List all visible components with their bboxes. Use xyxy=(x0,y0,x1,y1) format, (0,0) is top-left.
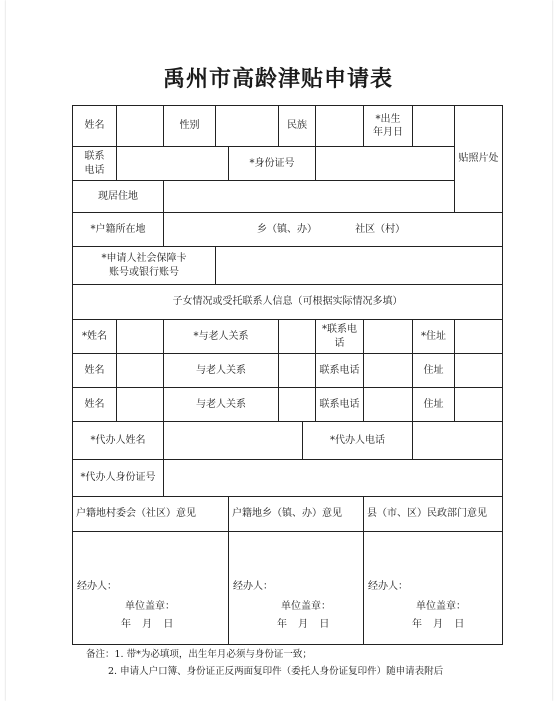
child-phone-label: 联系电话 xyxy=(316,388,364,422)
name-label: 姓名 xyxy=(73,106,117,147)
community-suffix: 社区（村） xyxy=(355,223,406,235)
bank-account-field[interactable] xyxy=(216,247,503,285)
children-info-header: 子女情况或受托联系人信息（可根据实际情况多填） xyxy=(73,285,503,320)
application-form xyxy=(72,105,503,645)
child-name-label: *姓名 xyxy=(73,320,117,354)
child-relation-label: 与老人关系 xyxy=(164,388,279,422)
phone-field[interactable] xyxy=(117,147,229,181)
child-name-label: 姓名 xyxy=(73,388,117,422)
child-address-field[interactable] xyxy=(455,388,503,422)
bank-account-label-line1: *申请人社会保障卡 xyxy=(101,253,187,264)
township-suffix: 乡（镇、办） xyxy=(257,223,317,235)
county-opinion-header: 县（市、区）民政部门意见 xyxy=(364,497,503,532)
child-name-field[interactable] xyxy=(117,320,164,354)
phone-label-line1: 联系 xyxy=(84,151,105,162)
name-field[interactable] xyxy=(117,106,164,147)
village-opinion-box[interactable] xyxy=(73,532,229,645)
ethnicity-label: 民族 xyxy=(279,106,316,147)
note-line-2: 2. 申请人户口簿、身份证正反两面复印件（委托人身份证复印件）随申请表附后 xyxy=(108,666,444,678)
township-date-label: 年 月 日 xyxy=(277,619,330,630)
children-row xyxy=(73,320,503,354)
photo-box: 贴照片处 xyxy=(455,106,503,213)
child-address-field[interactable] xyxy=(455,320,503,354)
current-address-label: 现居住地 xyxy=(73,181,164,213)
agent-id-label: *代办人身份证号 xyxy=(73,460,164,497)
child-relation-field[interactable] xyxy=(279,320,316,354)
agent-phone-field[interactable] xyxy=(413,422,503,460)
county-date-label: 年 月 日 xyxy=(412,619,465,630)
village-seal-label: 单位盖章： xyxy=(125,601,175,612)
county-seal-label: 单位盖章： xyxy=(416,601,466,612)
ethnicity-field[interactable] xyxy=(316,106,364,147)
agent-name-label: *代办人姓名 xyxy=(73,422,164,460)
child-address-label: 住址 xyxy=(413,388,455,422)
child-relation-label: *与老人关系 xyxy=(164,320,279,354)
gender-label: 性别 xyxy=(164,106,216,147)
county-opinion-box[interactable] xyxy=(364,532,503,645)
child-phone-label: 联系电话 xyxy=(316,354,364,388)
birth-date-label xyxy=(364,106,413,147)
phone-label xyxy=(73,147,117,181)
village-manager-label: 经办人： xyxy=(77,581,117,592)
child-address-label: *住址 xyxy=(413,320,455,354)
township-opinion-box[interactable] xyxy=(229,532,364,645)
phone-label-line2: 电话 xyxy=(84,164,105,176)
children-row xyxy=(73,388,503,422)
child-address-label: 住址 xyxy=(413,354,455,388)
page-title: 禹州市高龄津贴申请表 xyxy=(162,67,393,92)
child-name-field[interactable] xyxy=(117,354,164,388)
child-relation-label: 与老人关系 xyxy=(164,354,279,388)
bank-account-label-line2: 账号或银行账号 xyxy=(109,266,179,278)
child-name-label: 姓名 xyxy=(73,354,117,388)
household-address-field[interactable] xyxy=(164,213,503,247)
village-opinion-header: 户籍地村委会（社区）意见 xyxy=(73,497,229,532)
child-phone-field[interactable] xyxy=(364,320,413,354)
township-opinion-header: 户籍地乡（镇、办）意见 xyxy=(229,497,364,532)
village-date-label: 年 月 日 xyxy=(121,619,174,630)
agent-name-field[interactable] xyxy=(164,422,303,460)
county-manager-label: 经办人： xyxy=(368,581,408,592)
birth-date-label-line2: 年月日 xyxy=(373,127,403,138)
township-seal-label: 单位盖章： xyxy=(281,601,331,612)
child-address-field[interactable] xyxy=(455,354,503,388)
agent-id-field[interactable] xyxy=(164,460,503,497)
birth-date-field[interactable] xyxy=(413,106,455,147)
id-number-label: *身份证号 xyxy=(229,147,316,181)
child-name-field[interactable] xyxy=(117,388,164,422)
child-phone-field[interactable] xyxy=(364,388,413,422)
child-relation-field[interactable] xyxy=(279,354,316,388)
township-manager-label: 经办人： xyxy=(233,581,273,592)
gender-field[interactable] xyxy=(216,106,279,147)
note-line-1: 备注：1. 带*为必填项，出生年月必须与身份证一致； xyxy=(86,649,312,660)
child-relation-field[interactable] xyxy=(279,388,316,422)
child-phone-field[interactable] xyxy=(364,354,413,388)
household-address-label: *户籍所在地 xyxy=(73,213,164,247)
id-number-field[interactable] xyxy=(316,147,455,181)
children-row xyxy=(73,354,503,388)
child-phone-label: *联系电话 xyxy=(316,320,364,354)
current-address-field[interactable] xyxy=(164,181,455,213)
agent-phone-label: *代办人电话 xyxy=(303,422,413,460)
birth-date-label-line1: *出生 xyxy=(375,113,401,125)
bank-account-label xyxy=(73,247,216,285)
notes xyxy=(86,646,443,680)
